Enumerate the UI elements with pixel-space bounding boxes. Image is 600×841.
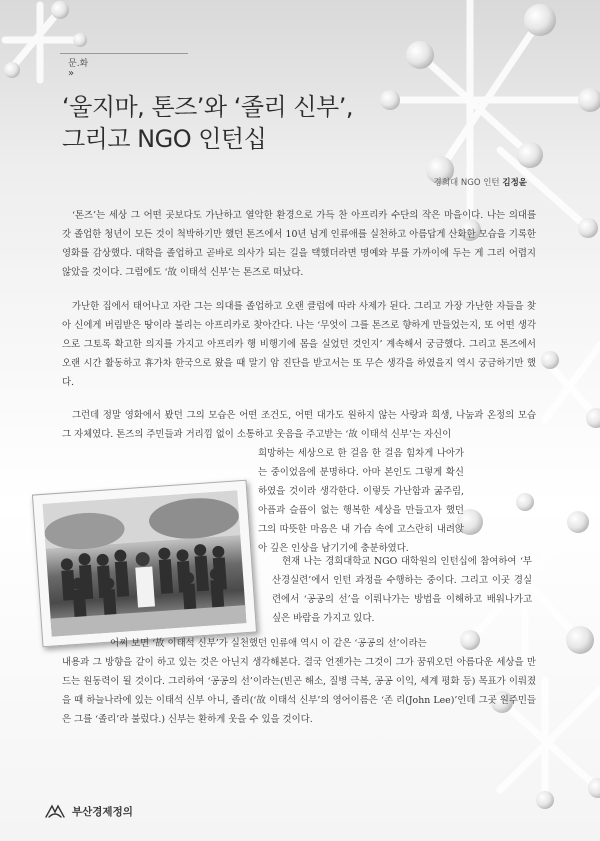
publisher-logo bbox=[44, 803, 133, 819]
paragraph-3-wrap: 희망하는 세상으로 한 걸음 한 걸음 힘차게 나아가는 중이었음에 분명하다. 아마 본인도 그렇게 확신하였을 것이라 생각한다. 이렇듯 가난함과 굶주림, 아픔과 슬픔이 없는 행복한 세상을 만들고자 했던 그의 따뜻한 마음은 내 가슴 속에 고스란히 내려앉아 깊은 인상을 남기기에 충분하였다. bbox=[258, 448, 464, 554]
photo-image bbox=[43, 490, 247, 636]
title-line-1: ‘울지마, 톤즈’와 ‘졸리 신부’, bbox=[62, 93, 353, 121]
section-label: 문.화 bbox=[68, 59, 89, 69]
paragraph-1: ‘톤즈’는 세상 그 어떤 곳보다도 가난하고 열악한 환경으로 가득 찬 아프리카 수단의 작은 마을이다. 나는 의대를 갓 졸업한 청년이 모든 것이 척박하기만 했던 톤즈에서 10년 넘게 인류애를 실천하고 아름답게 산화한 모습을 기록한 영화를 감상했다. 대학을 졸업하고 곧바로 의사가 되는 길을 택했더라면 명예와 부를 가까이에 두는 게 그리 어렵지 않았을 것이다. 그럼에도 ‘故 이태석 신부’는 톤즈로 떠났다. bbox=[62, 210, 536, 278]
section-rule bbox=[60, 53, 188, 54]
paragraph-2: 가난한 집에서 태어나고 자란 그는 의대를 졸업하고 오랜 클럽에 따라 사제가 된다. 그리고 가장 가난한 자들을 찾아 신에게 버림받은 땅이라 불리는 아프리카로 찾아간다. 나는 ‘무엇이 그를 톤즈로 향하게 만들었는지, 또 어떤 생각으로 그토록 확고한 의지를 가지고 아프리카 행 비행기에 몸을 실었던 것인지’ 계속해서 궁금했다. 그리고 톤즈에서 오랜 시간 활동하고 휴가차 한국으로 왔을 때 말기 암 진단을 받고서는 또 무슨 생각을 하였을지 역시 궁금하기만 했다. bbox=[62, 301, 536, 388]
paragraph-4: 현재 나는 경희대학교 NGO 대학원의 인턴십에 참여하여 ‘부산경실련’에서 인턴 과정을 수행하는 중이다. 그리고 이곳 경실련에서 ‘공공의 선’을 이뤄나가는 방법을 이해하고 배워나가고 싶은 바람을 가지고 있다. bbox=[272, 556, 532, 624]
logo-mark-icon bbox=[44, 803, 66, 819]
paragraph-3-top: 그런데 정말 영화에서 봤던 그의 모습은 어떤 조건도, 어떤 대가도 원하지 않는 사랑과 희생, 나눔과 온정의 모습 그 자체였다. 톤즈의 주민들과 거리낌 없이 소통하고 웃음을 주고받는 ‘故 이태석 신부’는 자신이 bbox=[62, 410, 536, 440]
section-arrow-icon: » bbox=[68, 68, 75, 79]
article-title bbox=[62, 91, 353, 155]
author-name: 김정윤 bbox=[502, 178, 527, 188]
title-line-2: 그리고 NGO 인턴십 bbox=[62, 125, 267, 153]
paragraph-5-first-line: 어찌 보면 ‘故 이태석 신부’가 실천했던 인류애 역시 이 같은 ‘공공의 선’이라는 bbox=[110, 638, 427, 649]
logo-text: 부산경제정의 bbox=[72, 805, 133, 818]
photo-children-with-priest bbox=[32, 480, 257, 648]
photo-figures bbox=[43, 490, 247, 636]
paragraph-5: 내용과 그 방향을 같이 하고 있는 것은 아닌지 생각해본다. 결국 언젠가는 그것이 그가 꿈꿔오던 아름다운 세상을 만드는 원동력이 될 것이다. 그리하여 ‘공공의 선’이라는(빈곤 해소, 질병 극복, 공공 이익, 세계 평화 등) 목표가 이뤄졌을 때 하늘나라에 있는 이태석 신부 아니, 졸리(‘故 이태석 신부’의 영어이름은 ‘존 리(John Lee)’인데 그곳 원주민들은 그를 ‘졸리’라 불렀다.) 신부는 환하게 웃을 수 있을 것이다. bbox=[62, 657, 536, 725]
author-affiliation: 경희대 NGO 인턴 bbox=[433, 178, 500, 188]
author-byline bbox=[434, 176, 527, 188]
